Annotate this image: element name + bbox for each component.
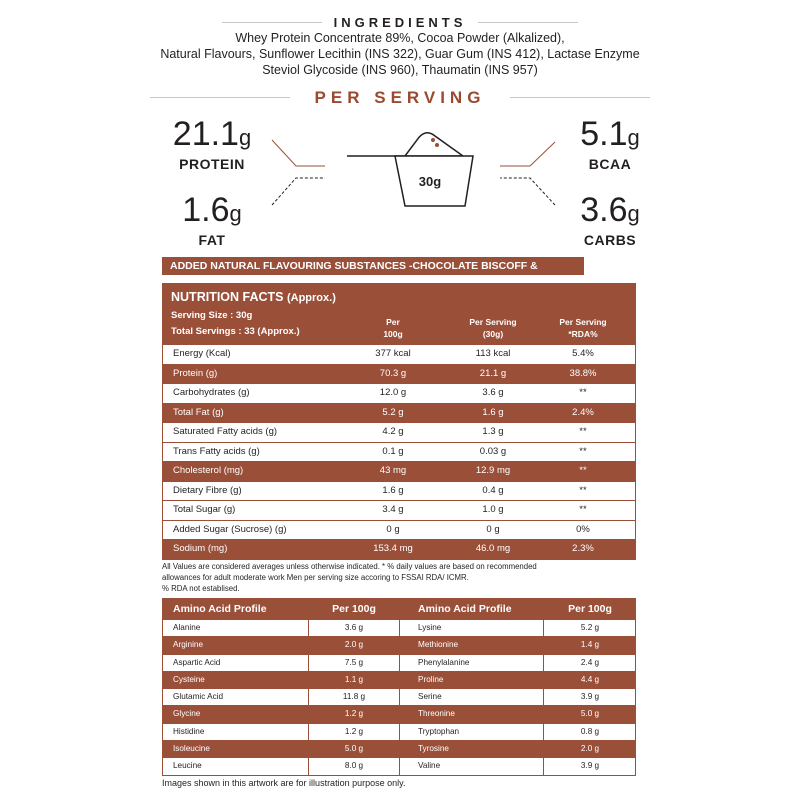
table-row: Dietary Fibre (g) 1.6 g 0.4 g ** bbox=[163, 481, 635, 501]
table-row: Cholesterol (mg) 43 mg 12.9 mg ** bbox=[163, 461, 635, 481]
table-row: Protein (g) 70.3 g 21.1 g 38.8% bbox=[163, 364, 635, 384]
amino-acid-name: Arginine bbox=[163, 637, 308, 653]
amino-acid-name: Cysteine bbox=[163, 672, 308, 688]
bcaa-label: BCAA bbox=[588, 156, 632, 172]
amino-acid-name: Alanine bbox=[173, 623, 201, 632]
column-header-per-100g: Per 100g bbox=[383, 317, 403, 339]
amino-acid-name: Tyrosine bbox=[400, 741, 543, 757]
amino-header-name-right: Amino Acid Profile bbox=[418, 603, 512, 615]
amino-acid-name: Proline bbox=[400, 672, 543, 688]
amino-header-name-left: Amino Acid Profile bbox=[173, 603, 267, 615]
footnote: All Values are considered averages unless otherwise indicated. * % daily values are based on recommended allowances for adult moderate work Men per serving size accoring to FSSAI RDA/ ICMR. % RDA not establised. bbox=[162, 562, 537, 593]
nutrition-title: NUTRITION FACTS (Approx.) bbox=[171, 290, 336, 304]
amino-acid-table bbox=[162, 598, 636, 776]
amino-acid-value: 1.2 g bbox=[309, 706, 399, 722]
column-header-rda: Per Serving *RDA% bbox=[559, 317, 607, 339]
amino-acid-value: 3.9 g bbox=[580, 692, 600, 702]
footer-disclaimer: Images shown in this artwork are for illustration purpose only. bbox=[162, 778, 406, 788]
total-servings: Total Servings : 33 (Approx.) bbox=[171, 326, 300, 337]
amino-acid-name: Lysine bbox=[418, 623, 442, 632]
bcaa-value: 5.1g bbox=[580, 115, 640, 153]
table-row: Trans Fatty acids (g) 0.1 g 0.03 g ** bbox=[163, 442, 635, 462]
nutrition-facts-table bbox=[162, 283, 636, 560]
amino-acid-value: 1.2 g bbox=[344, 726, 364, 736]
table-row: Total Sugar (g) 3.4 g 1.0 g ** bbox=[163, 500, 635, 520]
amino-acid-name: Leucine bbox=[173, 761, 202, 771]
amino-header-value-left: Per 100g bbox=[332, 603, 376, 615]
serving-size: Serving Size : 30g bbox=[171, 310, 253, 321]
amino-acid-value: 11.8 g bbox=[342, 692, 366, 702]
amino-acid-name: Histidine bbox=[173, 726, 205, 736]
table-row: Sodium (mg) 153.4 mg 46.0 mg 2.3% bbox=[163, 539, 635, 559]
column-divider bbox=[308, 599, 309, 775]
table-row: Carbohydrates (g) 12.0 g 3.6 g ** bbox=[163, 383, 635, 403]
amino-acid-value: 3.9 g bbox=[580, 761, 600, 771]
nutrition-header bbox=[163, 284, 635, 344]
amino-acid-value: 5.0 g bbox=[544, 706, 636, 722]
fat-value: 1.6g bbox=[182, 191, 242, 229]
amino-acid-value: 2.0 g bbox=[544, 741, 636, 757]
amino-acid-name: Glycine bbox=[163, 706, 308, 722]
per-serving-title: PER SERVING bbox=[314, 88, 486, 107]
amino-acid-value: 2.0 g bbox=[309, 637, 399, 653]
amino-acid-value: 7.5 g bbox=[344, 657, 364, 667]
amino-acid-value: 3.6 g bbox=[344, 623, 364, 632]
amino-acid-name: Valine bbox=[418, 761, 441, 771]
protein-label: PROTEIN bbox=[179, 156, 245, 172]
flavouring-banner: ADDED NATURAL FLAVOURING SUBSTANCES -CHOCOLATE BISCOFF & bbox=[162, 257, 584, 275]
amino-acid-value: 4.4 g bbox=[544, 672, 636, 688]
column-divider bbox=[399, 599, 400, 775]
amino-acid-value: 1.1 g bbox=[309, 672, 399, 688]
protein-value: 21.1g bbox=[172, 115, 252, 153]
fat-label: FAT bbox=[198, 232, 226, 248]
amino-acid-value: 2.4 g bbox=[580, 657, 600, 667]
amino-acid-name: Methionine bbox=[400, 637, 543, 653]
table-row: Total Fat (g) 5.2 g 1.6 g 2.4% bbox=[163, 403, 635, 423]
ingredients-line: Whey Protein Concentrate 89%, Cocoa Powder (Alkalized), bbox=[235, 31, 565, 45]
scoop-icon bbox=[345, 118, 475, 218]
amino-acid-name: Glutamic Acid bbox=[173, 692, 224, 702]
carbs-label: CARBS bbox=[583, 232, 637, 248]
amino-acid-name: Tryptophan bbox=[418, 726, 460, 736]
ingredients-title: INGREDIENTS bbox=[333, 15, 467, 30]
amino-acid-value: 5.0 g bbox=[309, 741, 399, 757]
amino-acid-value: 5.2 g bbox=[580, 623, 600, 632]
amino-acid-value: 8.0 g bbox=[344, 761, 364, 771]
carbs-value: 3.6g bbox=[580, 191, 640, 229]
amino-acid-value: 0.8 g bbox=[580, 726, 600, 736]
amino-acid-name: Isoleucine bbox=[163, 741, 308, 757]
amino-acid-name: Serine bbox=[418, 692, 442, 702]
amino-acid-name: Phenylalanine bbox=[418, 657, 470, 667]
amino-acid-name: Threonine bbox=[400, 706, 543, 722]
ingredients-line: Natural Flavours, Sunflower Lecithin (INS 322), Guar Gum (INS 412), Lactase Enzyme bbox=[160, 47, 640, 61]
amino-acid-value: 1.4 g bbox=[544, 637, 636, 653]
table-row: Energy (Kcal) 377 kcal 113 kcal 5.4% bbox=[163, 344, 635, 364]
table-row: Saturated Fatty acids (g) 4.2 g 1.3 g ** bbox=[163, 422, 635, 442]
column-header-per-serving: Per Serving (30g) bbox=[469, 317, 517, 339]
column-divider bbox=[543, 599, 544, 775]
amino-acid-name: Aspartic Acid bbox=[173, 657, 221, 667]
amino-header-value-right: Per 100g bbox=[568, 603, 612, 615]
scoop-weight: 30g bbox=[418, 174, 442, 189]
table-row: Added Sugar (Sucrose) (g) 0 g 0 g 0% bbox=[163, 520, 635, 540]
ingredients-line: Steviol Glycoside (INS 960), Thaumatin (INS 957) bbox=[262, 63, 538, 77]
